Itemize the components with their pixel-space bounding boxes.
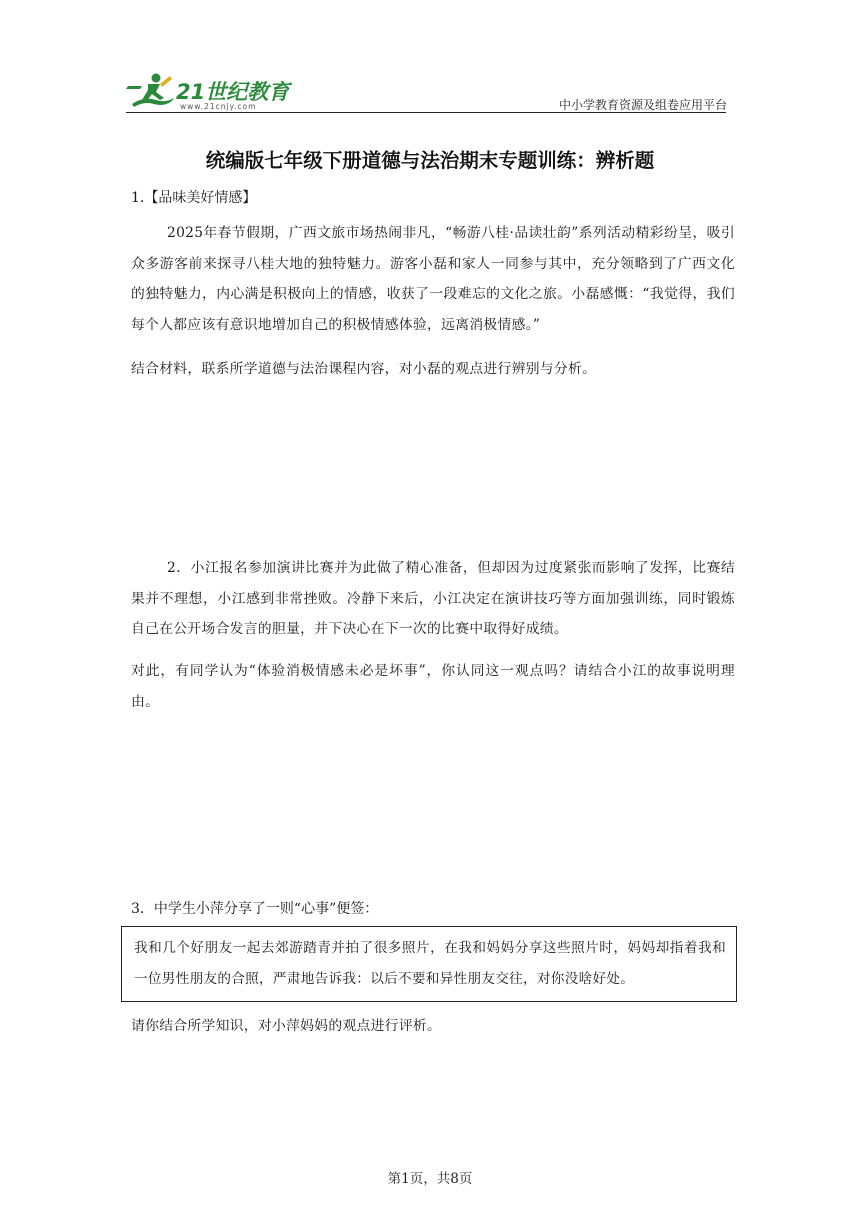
running-figure-icon [126, 70, 176, 114]
q2-question: 对此，有同学认为“体验消极情感未必是坏事”，你认同这一观点吗？请结合小江的故事说明理由。 [131, 663, 735, 710]
q3-heading: 3．中学生小萍分享了一则“心事”便签： [131, 901, 379, 917]
q1-material: 2025年春节假期，广西文旅市场热闹非凡，“畅游八桂·品读壮韵”系列活动精彩纷呈，吸引众多游客前来探寻八桂大地的独特魅力。游客小磊和家人一同参与其中，充分领略到了广西文化的独特魅力，内心满是积极向上的情感，收获了一段难忘的文化之旅。小磊感慨：“我觉得，我们每个人都应该有意识地增加自己的积极情感体验，远离消极情感。” [131, 225, 735, 333]
q3-note: 我和几个好朋友一起去郊游踏青并拍了很多照片，在我和妈妈分享这些照片时，妈妈却指着我和一位男性朋友的合照，严肃地告诉我：以后不要和异性朋友交往，对你没啥好处。 [134, 940, 726, 987]
q2-material: 2．小江报名参加演讲比赛并为此做了精心准备，但却因为过度紧张而影响了发挥，比赛结果并不理想，小江感到非常挫败。冷静下来后，小江决定在演讲技巧等方面加强训练，同时锻炼自己在公开场合发言的胆量，并下决心在下一次的比赛中取得好成绩。 [131, 560, 735, 637]
q1-question: 结合材料，联系所学道德与法治课程内容，对小磊的观点进行辨别与分析。 [131, 361, 597, 377]
logo-brand-text: 21世纪教育 [176, 80, 290, 104]
site-logo [126, 70, 296, 114]
logo-url-text: www.21cnjy.com [180, 102, 257, 111]
page-title: 统编版七年级下册道德与法治期末专题训练：辨析题 [205, 149, 655, 172]
page-footer: 第1页，共8页 [387, 1171, 473, 1187]
q1-heading: 1.【品味美好情感】 [131, 190, 257, 206]
q3-question: 请你结合所学知识，对小萍妈妈的观点进行评析。 [131, 1018, 442, 1034]
header-divider [126, 112, 726, 113]
platform-name: 中小学教育资源及组卷应用平台 [558, 98, 727, 112]
note-box [121, 926, 737, 1002]
